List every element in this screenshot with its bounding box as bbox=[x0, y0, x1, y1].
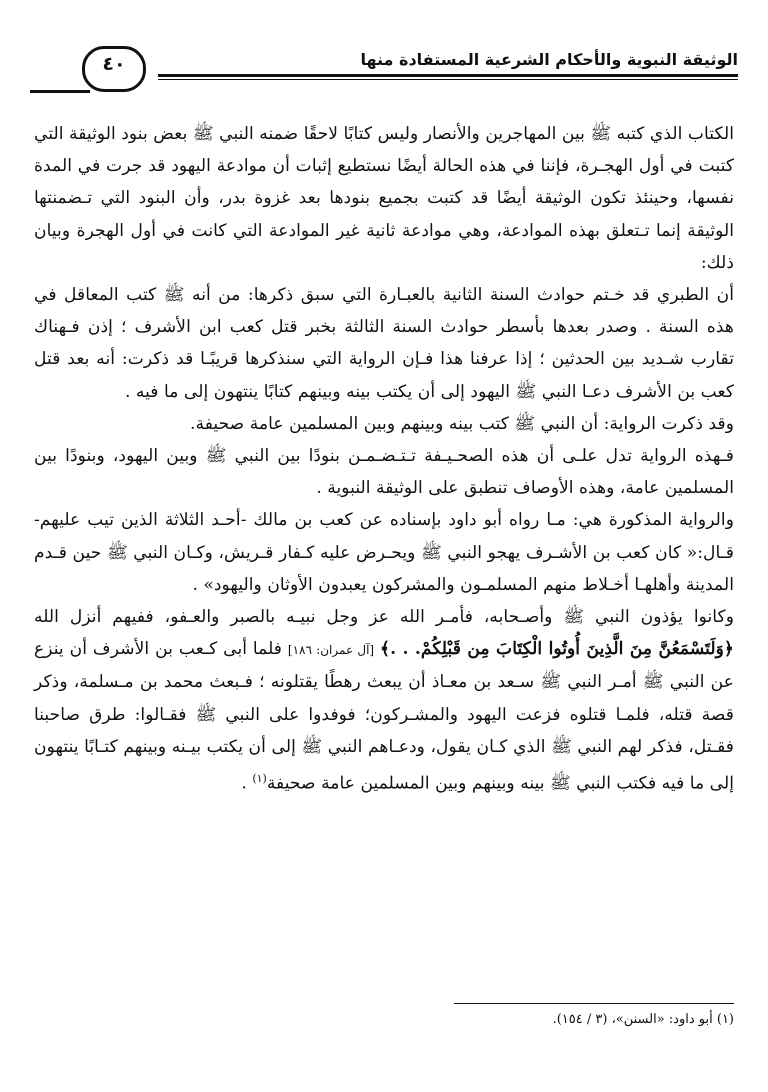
paragraph-2: أن الطبري قد خـتم حوادث السنة الثانية بالعبـارة التي سبق ذكرها: من أنه ﷺ كتب المعاقل في هذه السنة . وصدر بعدها بأسطر حوادث السنة الثالثة بخبر قتل كعب ابن الأشرف ؛ إذن فـهناك تقارب شـديد بين الحدثين ؛ إذا عرفنا هذا فـإن الرواية التي سنذكرها قريبًـا قد ذكرت: أنه بعد قتل كعب بن الأشرف دعـا النبي ﷺ اليهود إلى أن يكتب بينه وبينهم كتابًا ينتهون إلى ما فيه . bbox=[34, 285, 734, 402]
paragraph-6-intro: وكانوا يؤذون النبي ﷺ وأصـحابه، فأمـر الله عز وجل نبيـه بالصبر والعـفو، ففيهم أنزل الله bbox=[34, 607, 734, 628]
header-rule-thin bbox=[158, 79, 738, 80]
paragraph-6 bbox=[34, 601, 734, 800]
paragraph-5: والرواية المذكورة هي: مـا رواه أبو داود بإسناده عن كعب بن مالك -أحـد الثلاثة الذين تيب عليهم- قـال:« كان كعب بن الأشـرف يهجو النبي ﷺ ويحـرض عليه كـفار قـريش، وكـان النبي ﷺ حين قـدم المدينة وأهلهـا أخـلاط منهم المسلمـون والمشركون يعبدون الأوثان واليهود» . bbox=[34, 510, 734, 595]
paragraph-3: وقد ذكرت الرواية: أن النبي ﷺ كتب بينه وبينهم وبين المسلمين عامة صحيفة. bbox=[190, 413, 734, 434]
quran-verse: ﴿وَلَتَسْمَعُنَّ مِنَ الَّذِينَ أُوتُوا الْكِتَابَ مِن قَبْلِكُمْ. . .﴾ bbox=[380, 639, 734, 660]
paragraph-4: فـهذه الرواية تدل علـى أن هذه الصحـيـفة تـتـضـمـن بنودًا بين النبي ﷺ وبين اليهود، وبنودًا بين المسلمين عامة، وهذه الأوصاف تنطبق على الوثيقة النبوية . bbox=[34, 446, 734, 499]
running-title: الوثيقة النبوية والأحكام الشرعية المستفادة منها bbox=[360, 50, 738, 69]
paragraph-6-end: . bbox=[241, 773, 253, 794]
paragraph-1: الكتاب الذي كتبه ﷺ بين المهاجرين والأنصار وليس كتابًا لاحقًا ضمنه النبي ﷺ بعض بنود الوثيقة التي كتبت في أول الهجـرة، فإننا في هذه الحالة أيضًا نستطيع إثبات أن موادعة اليهود قد جرت في المدة نفسها، وحينئذ تكون الوثيقة أيضًا قد كتبت بجميع بنودها بعد غزوة بدر، وأن البنود التي تـضمنتها الوثيقة إنما تـتعلق بهذه الموادعة، وهي موادعة ثانية غير الموادعة التي كانت في أول الهجرة وبيان ذلك: bbox=[34, 124, 734, 273]
page-number-badge bbox=[30, 40, 150, 100]
header-rule bbox=[158, 74, 738, 77]
page-number: ٤٠ bbox=[102, 53, 126, 75]
body-text bbox=[34, 118, 734, 800]
footnote-rule bbox=[454, 1003, 734, 1004]
paragraph-6-body: فلما أبى كـعب بن الأشرف أن ينزع عن النبي ﷺ أمـر النبي ﷺ سـعد بن معـاذ أن يبعث رهطًا يقتلونه ؛ فـبعث محمد بن مـسلمة، وذكر قصة قتله، فلمـا قتلوه فزعت اليهود والمشـركون؛ فوفدوا على النبي ﷺ فقـالوا: طرق صاحبنا فقـتل، فذكر لهم النبي ﷺ الذي كـان يقول، ودعـاهم النبي ﷺ إلى أن يكتب بيـنه وبينهم كتـابًا ينتهون إلى ما فيه فكتب النبي ﷺ بينه وبينهم وبين المسلمين عامة صحيفة bbox=[34, 639, 734, 794]
page-header bbox=[30, 40, 738, 100]
footnote-marker: (١) bbox=[252, 772, 267, 786]
header-left-rule bbox=[30, 90, 90, 93]
verse-reference: [آل عمران: ١٨٦] bbox=[287, 643, 375, 658]
footnote: (١) أبو داود: «السنن»، (٣ / ١٥٤). bbox=[552, 1012, 734, 1027]
